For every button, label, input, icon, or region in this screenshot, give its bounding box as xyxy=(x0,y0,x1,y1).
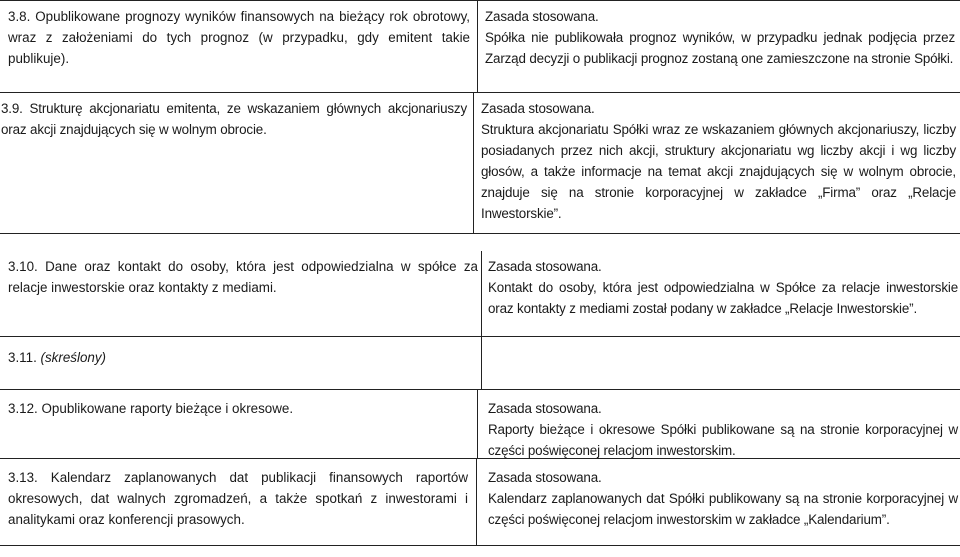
status-detail: Kontakt do osoby, która jest odpowiedzialna w Spółce za relacje inwestorskie oraz kontakty z mediami został podany w zakładce „Relacje Inwestorskie”. xyxy=(488,280,958,316)
status-3-10 xyxy=(488,256,958,319)
status-label: Zasada stosowana. xyxy=(488,259,602,274)
status-3-9 xyxy=(481,98,956,224)
table-rule xyxy=(0,545,960,546)
requirement-3-8 xyxy=(8,6,470,69)
requirement-3-9 xyxy=(1,98,467,140)
status-detail: Struktura akcjonariatu Spółki wraz ze wskazaniem głównych akcjonariuszy, liczby posiadanych przez nich akcji, struktury akcjonariatu wg liczby akcji i wg liczby głosów, a także informacje na temat akcji znajdujących się w wolnym obrocie, znajduje się na stronie korporacyjnej w zakładce „Firma” oraz „Relacje Inwestorskie”. xyxy=(481,122,956,221)
status-label: Zasada stosowana. xyxy=(488,401,602,416)
status-3-8 xyxy=(485,6,955,69)
table-rule xyxy=(0,233,960,234)
status-label: Zasada stosowana. xyxy=(485,9,599,24)
requirement-3-13 xyxy=(8,467,468,530)
requirement-number: 3.11. xyxy=(8,350,37,365)
requirement-3-12 xyxy=(8,398,468,419)
status-3-12 xyxy=(488,398,958,461)
table-rule xyxy=(0,389,960,390)
requirement-3-11 xyxy=(8,347,468,368)
status-label: Zasada stosowana. xyxy=(488,470,602,485)
column-divider xyxy=(477,389,478,458)
column-divider xyxy=(481,251,482,336)
table-rule xyxy=(0,336,960,337)
column-divider xyxy=(473,92,474,233)
status-detail: Spółka nie publikowała prognoz wyników, w przypadku jednak podjęcia przez Zarząd decyzji o publikacji prognoz zostaną one zamieszczone na stronie Spółki. xyxy=(485,30,955,66)
column-divider xyxy=(476,458,477,545)
table-rule xyxy=(0,0,960,1)
requirement-text: 3.9. Strukturę akcjonariatu emitenta, ze wskazaniem głównych akcjonariuszy oraz akcji znajdujących się w wolnym obrocie. xyxy=(1,101,467,137)
table-rule xyxy=(0,92,960,93)
requirement-text: 3.12. Opublikowane raporty bieżące i okresowe. xyxy=(8,401,294,416)
requirement-text: 3.13. Kalendarz zaplanowanych dat publikacji finansowych raportów okresowych, dat walnych zgromadzeń, a także spotkań z inwestorami i analitykami oraz konferencji prasowych. xyxy=(8,470,468,527)
requirement-3-10 xyxy=(8,256,478,298)
column-divider xyxy=(477,0,478,92)
status-3-13 xyxy=(488,467,958,530)
status-detail: Raporty bieżące i okresowe Spółki publikowane są na stronie korporacyjnej w części poświęconej relacjom inwestorskim. xyxy=(488,422,958,458)
requirement-text: 3.8. Opublikowane prognozy wyników finansowych na bieżący rok obrotowy, wraz z założeniami do tych prognoz (w przypadku, gdy emitent takie publikuje). xyxy=(8,9,470,66)
status-label: Zasada stosowana. xyxy=(481,101,595,116)
status-detail: Kalendarz zaplanowanych dat Spółki publikowany są na stronie korporacyjnej w części poświęconej relacjom inwestorskim w zakładce „Kalendarium”. xyxy=(488,491,958,527)
requirement-removed-note: (skreślony) xyxy=(40,350,107,365)
column-divider xyxy=(481,336,482,389)
requirement-text: 3.10. Dane oraz kontakt do osoby, która jest odpowiedzialna w spółce za relacje inwestorskie oraz kontakty z mediami. xyxy=(8,259,478,295)
